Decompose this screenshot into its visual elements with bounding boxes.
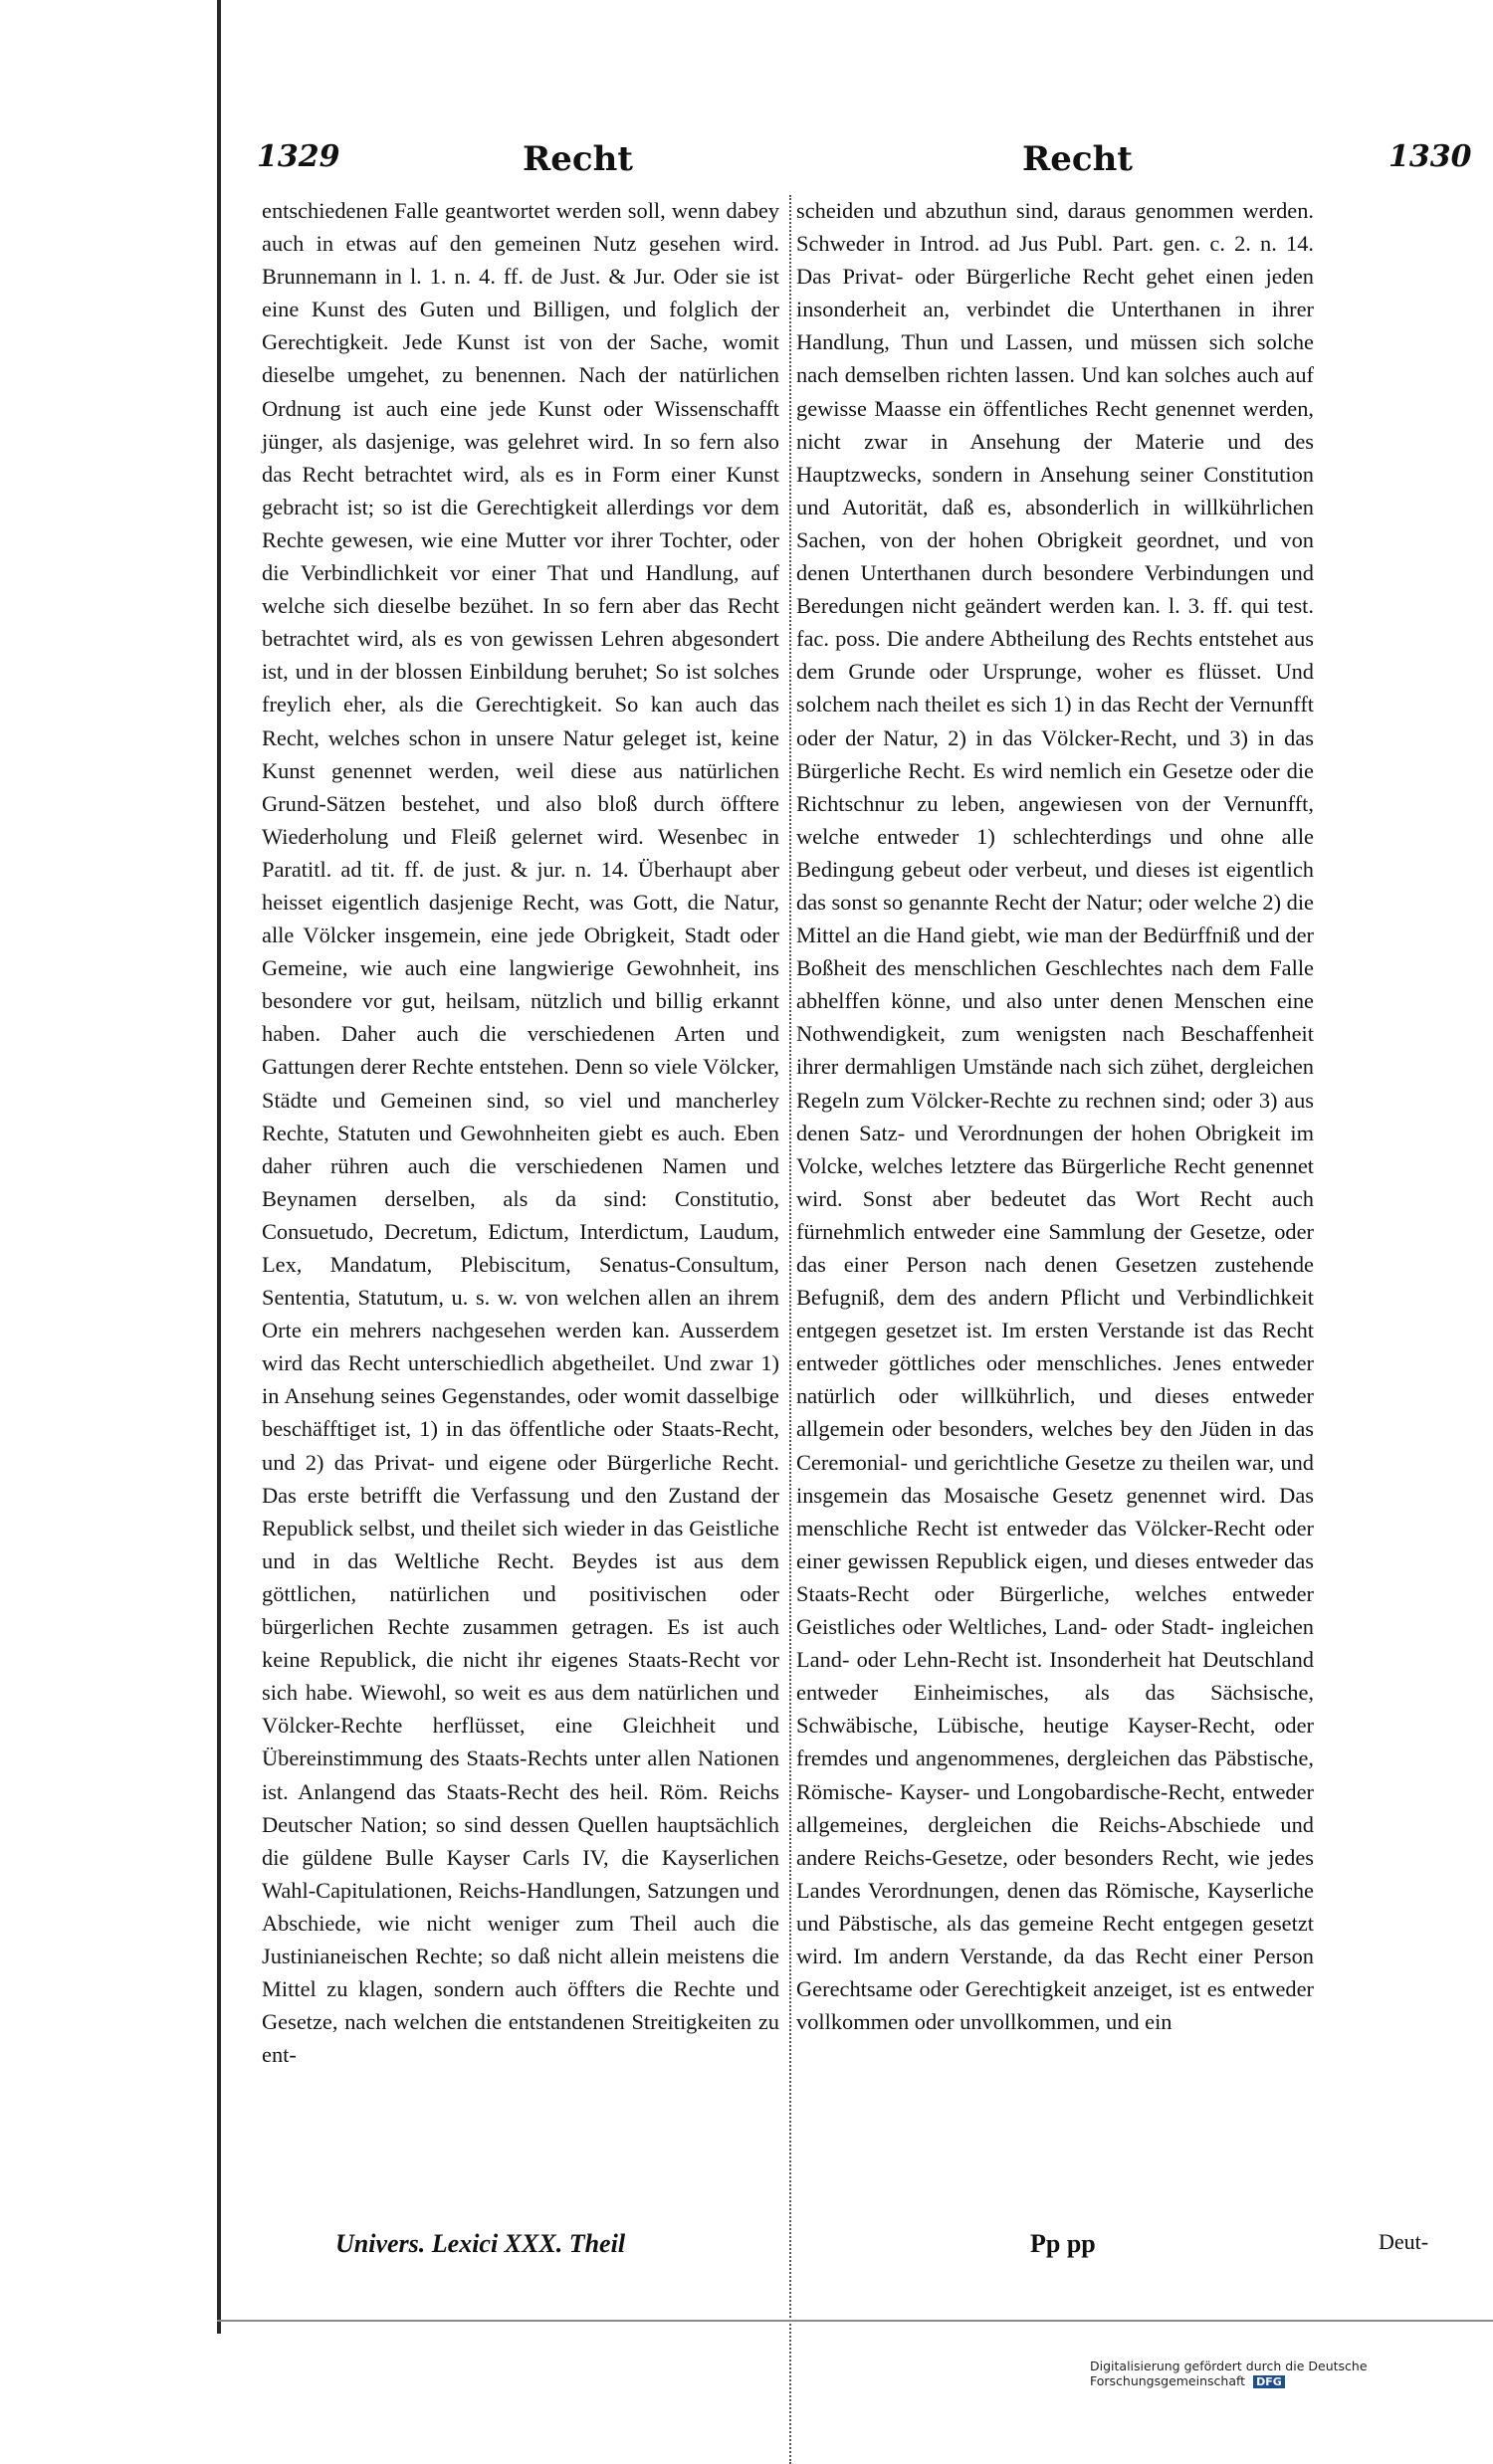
text-column-left xyxy=(262,194,779,2071)
signature-mark: Pp pp xyxy=(1030,2229,1096,2258)
page-number-left: 1329 xyxy=(257,139,340,174)
column-divider xyxy=(789,195,792,2464)
running-head-left: Recht xyxy=(523,139,634,179)
digitization-credit xyxy=(1090,2359,1493,2388)
signature-line: Univers. Lexici XXX. Theil xyxy=(335,2229,626,2258)
column-text-left: entschiedenen Falle geantwortet werden soll, wenn dabey auch in etwas auf den gemeinen Nutz gesehen wird. Brunnemann in l. 1. n. 4. ff. de Just. & Jur. Oder sie ist eine Kunst des Guten und Billigen, und folglich der Gerechtigkeit. Jede Kunst ist von der Sache, womit dieselbe umgehet, zu benennen. Nach der natürlichen Ordnung ist auch eine jede Kunst oder Wissenschafft jünger, als dasjenige, was gelehret wird. In so fern also das Recht betrachtet wird, als es in Form einer Kunst gebracht ist; so ist die Gerechtigkeit allerdings vor dem Rechte gewesen, wie eine Mutter vor ihrer Tochter, oder die Verbindlichkeit vor einer That und Handlung, auf welche sich dieselbe bezühet. In so fern aber das Recht betrachtet wird, als es von gewissen Lehren abgesondert ist, und in der blossen Einbildung beruhet; So ist solches freylich eher, als die Gerechtigkeit. So kan auch das Recht, welches schon in unsere Natur geleget ist, keine Kunst genennet werden, weil diese aus natürlichen Grund-Sätzen bestehet, und also bloß durch öfftere Wiederholung und Fleiß gelernet wird. Wesenbec in Paratitl. ad tit. ff. de just. & jur. n. 14. Überhaupt aber heisset eigentlich dasjenige Recht, was Gott, die Natur, alle Völcker insgemein, eine jede Obrigkeit, Stadt oder Gemeine, wie auch eine langwierige Gewohnheit, ins besondere vor gut, heilsam, nützlich und billig erkannt haben. Daher auch die verschiedenen Arten und Gattungen derer Rechte entstehen. Denn so viele Völcker, Städte und Gemeinen sind, so viel und mancherley Rechte, Statuten und Gewohnheiten giebt es auch. Eben daher rühren auch die verschiedenen Namen und Beynamen derselben, als da sind: Constitutio, Consuetudo, Decretum, Edictum, Interdictum, Laudum, Lex, Mandatum, Plebiscitum, Senatus-Consultum, Sententia, Statutum, u. s. w. von welchen allen an ihrem Orte ein mehrers nachgesehen werden kan. Ausserdem wird das Recht unterschiedlich abgetheilet. Und zwar 1) in Ansehung seines Gegenstandes, oder womit dasselbige beschäfftiget ist, 1) in das öffentliche oder Staats-Recht, und 2) das Privat- und eigene oder Bürgerliche Recht. Das erste betrifft die Verfassung und den Zustand der Republick selbst, und theilet sich wieder in das Geistliche und in das Weltliche Recht. Beydes ist aus dem göttlichen, natürlichen und positivischen oder bürgerlichen Rechte zusammen getragen. Es ist auch keine Republick, die nicht ihr eigenes Staats-Recht vor sich habe. Wiewohl, so weit es aus dem natürlichen und Völcker-Rechte herflüsset, eine Gleichheit und Übereinstimmung des Staats-Rechts unter allen Nationen ist. Anlangend das Staats-Recht des heil. Röm. Reichs Deutscher Nation; so sind dessen Quellen hauptsächlich die güldene Bulle Kayser Carls IV, die Kayserlichen Wahl-Capitulationen, Reichs-Handlungen, Satzungen und Abschiede, wie nicht weniger zum Theil auch die Justinianeischen Rechte; so daß nicht allein meistens die Mittel zu klagen, sondern auch öffters die Rechte und Gesetze, nach welchen die entstandenen Streitigkeiten zu ent- xyxy=(262,198,779,2068)
page-bottom-rule xyxy=(217,2320,1493,2322)
digitization-credit-text: Digitalisierung gefördert durch die Deutsche Forschungsgemeinschaft xyxy=(1090,2359,1368,2388)
dfg-logo-icon: DFG xyxy=(1253,2375,1285,2388)
scan-background xyxy=(0,0,217,2383)
running-head-right: Recht xyxy=(1022,139,1134,179)
catchword: Deut- xyxy=(1379,2229,1429,2254)
page-number-right: 1330 xyxy=(1388,139,1472,174)
text-column-right xyxy=(796,194,1314,2038)
column-text-right: scheiden und abzuthun sind, daraus genommen werden. Schweder in Introd. ad Jus Publ. Part. gen. c. 2. n. 14. Das Privat- oder Bürgerliche Recht gehet einen jeden insonderheit an, verbindet die Unterthanen in ihrer Handlung, Thun und Lassen, und müssen sich solche nach demselben richten lassen. Und kan solches auch auf gewisse Maasse ein öffentliches Recht genennet werden, nicht zwar in Ansehung der Materie und des Hauptzwecks, sondern in Ansehung seiner Constitution und Autorität, daß es, absonderlich in willkührlichen Sachen, von der hohen Obrigkeit geordnet, und von denen Unterthanen durch besondere Verbindungen und Beredungen nicht geändert werden kan. l. 3. ff. qui test. fac. poss. Die andere Abtheilung des Rechts entstehet aus dem Grunde oder Ursprunge, woher es flüsset. Und solchem nach theilet es sich 1) in das Recht der Vernunfft oder der Natur, 2) in das Völcker-Recht, und 3) in das Bürgerliche Recht. Es wird nemlich ein Gesetze oder die Richtschnur zu leben, angewiesen von der Vernunfft, welche entweder 1) schlechterdings und ohne alle Bedingung gebeut oder verbeut, und dieses ist eigentlich das sonst so genannte Recht der Natur; oder welche 2) die Mittel an die Hand giebt, wie man der Bedürffniß und der Boßheit des menschlichen Geschlechtes nach dem Falle abhelffen könne, und also unter denen Menschen eine Nothwendigkeit, zum wenigsten nach Beschaffenheit ihrer dermahligen Umstände nach sich zühet, dergleichen Regeln zum Völcker-Rechte zu rechnen sind; oder 3) aus denen Satz- und Verordnungen der hohen Obrigkeit im Volcke, welches letztere das Bürgerliche Recht genennet wird. Sonst aber bedeutet das Wort Recht auch fürnehmlich entweder eine Sammlung der Gesetze, oder das einer Person nach denen Gesetzen zustehende Befugniß, dem des andern Pflicht und Verbindlichkeit entgegen gesetzet ist. Im ersten Verstande ist das Recht entweder göttliches oder menschliches. Jenes entweder natürlich oder willkührlich, und dieses entweder allgemein oder besonders, welches bey den Jüden in das Ceremonial- und gerichtliche Gesetze zu theilen war, und insgemein das Mosaische Gesetz genennet wird. Das menschliche Recht ist entweder das Völcker-Recht oder einer gewissen Republick eigen, und dieses entweder das Staats-Recht oder Bürgerliche, welches entweder Geistliches oder Weltliches, Land- oder Stadt- ingleichen Land- oder Lehn-Recht ist. Insonderheit hat Deutschland entweder Einheimisches, als das Sächsische, Schwäbische, Lübische, heutige Kayser-Recht, oder fremdes und angenommenes, dergleichen das Päbstische, Römische- Kayser- und Longobardische-Recht, entweder allgemeines, dergleichen die Reichs-Abschiede und andere Reichs-Gesetze, oder besonders Recht, wie jedes Landes Verordnungen, denen das Römische, Kayserliche und Päbstische, als das gemeine Recht entgegen gesetzt wird. Im andern Verstande, da das Recht einer Person Gerechtsame oder Gerechtigkeit anzeiget, ist es entweder vollkommen oder unvollkommen, und ein xyxy=(796,198,1314,2035)
page-binding-edge xyxy=(217,0,221,2334)
